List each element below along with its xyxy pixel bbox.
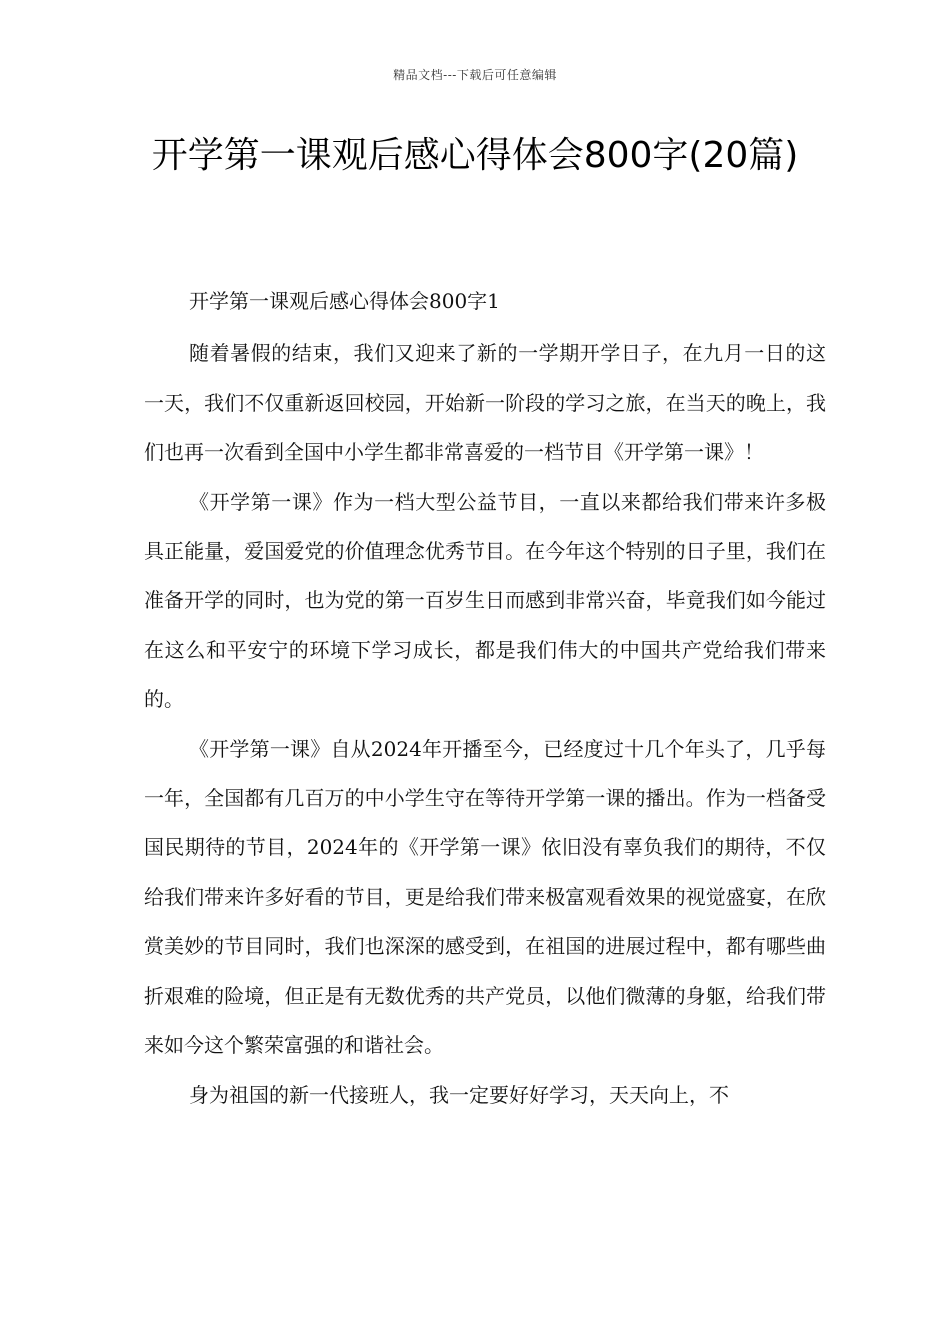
paragraph-4: 身为祖国的新一代接班人，我一定要好好学习，天天向上，不 — [189, 1082, 729, 1107]
paragraph-3: 《开学第一课》自从2024年开播至今，已经度过十几个年头了，几乎每一年，全国都有几百万的中小学生守在等待开学第一课的播出。作为一档备受国民期待的节目，2024年的《开学第一课》依旧没有辜负我们的期待，不仅给我们带来许多好看的节目，更是给我们带来极富观看效果的视觉盛宴，在欣赏美妙的节目同时，我们也深深的感受到，在祖国的进展过程中，都有哪些曲折艰难的险境，但正是有无数优秀的共产党员，以他们微薄的身躯，给我们带来如今这个繁荣富强的和谐社会。 — [144, 736, 826, 1058]
document-title: 开学第一课观后感心得体会800字(20篇) — [151, 135, 799, 176]
section-heading: 开学第一课观后感心得体会800字1 — [189, 289, 500, 313]
document-body — [144, 277, 826, 1120]
header-note: 精品文档---下载后可任意编辑 — [393, 68, 557, 82]
paragraph-2: 《开学第一课》作为一档大型公益节目，一直以来都给我们带来许多极具正能量，爱国爱党的价值理念优秀节目。在今年这个特别的日子里，我们在准备开学的同时，也为党的第一百岁生日而感到非常兴奋，毕竟我们如今能过在这么和平安宁的环境下学习成长，都是我们伟大的中国共产党给我们带来的。 — [144, 489, 826, 712]
paragraph-1: 随着暑假的结束，我们又迎来了新的一学期开学日子，在九月一日的这一天，我们不仅重新返回校园，开始新一阶段的学习之旅，在当天的晚上，我们也再一次看到全国中小学生都非常喜爱的一档节目《开学第一课》！ — [144, 341, 826, 465]
